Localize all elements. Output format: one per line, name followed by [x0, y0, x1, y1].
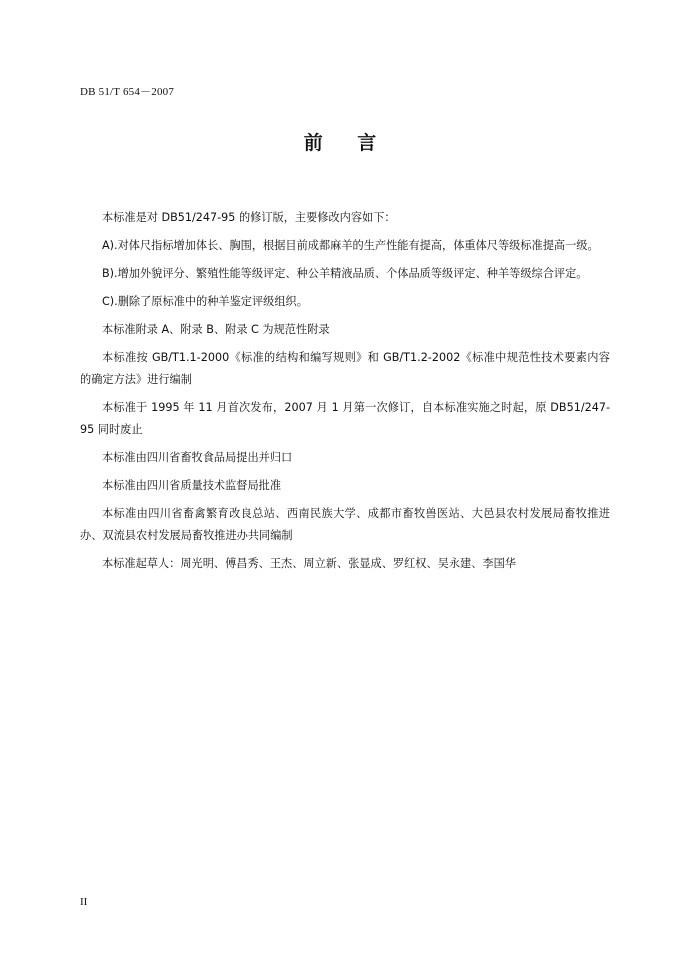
paragraph-item-a: A).对体尺指标增加体长、胸围，根据目前成都麻羊的生产性能有提高，体重体尺等级标准提高一级。 — [102, 239, 599, 252]
paragraph-item-b: B).增加外貌评分、繁殖性能等级评定、种公羊精液品质、个体品质等级评定、种羊等级综合评定。 — [102, 267, 588, 280]
paragraph-proposer: 本标准由四川省畜牧食品局提出并归口 — [102, 451, 293, 464]
standard-code: DB 51/T 654－2007 — [80, 86, 175, 98]
page-title: 前 言 — [303, 132, 391, 154]
foreword-body — [80, 207, 610, 581]
paragraph-appendix: 本标准附录 A、附录 B、附录 C 为规范性附录 — [102, 323, 330, 336]
paragraph-history: 本标准于 1995 年 11 月首次发布，2007 月 1 月第一次修订，自本标准实施之时起，原 DB51/247-95 同时废止 — [80, 401, 610, 436]
paragraph-approver: 本标准由四川省质量技术监督局批准 — [102, 479, 282, 492]
paragraph-drafters: 本标准起草人：周光明、傅昌秀、王杰、周立新、张显成、罗红权、吴永建、李国华 — [102, 557, 516, 570]
paragraph-drafting-units: 本标准由四川省畜禽繁育改良总站、西南民族大学、成都市畜牧兽医站、大邑县农村发展局畜牧推进办、双流县农村发展局畜牧推进办共同编制 — [80, 507, 610, 542]
paragraph-intro: 本标准是对 DB51/247-95 的修订版，主要修改内容如下： — [102, 211, 396, 224]
paragraph-item-c: C).删除了原标准中的种羊鉴定评级组织。 — [102, 295, 308, 308]
page-number: II — [80, 896, 88, 908]
paragraph-compilation-basis: 本标准按 GB/T1.1-2000《标准的结构和编写规则》和 GB/T1.2-2002《标准中规范性技术要素内容的确定方法》进行编制 — [80, 351, 610, 386]
